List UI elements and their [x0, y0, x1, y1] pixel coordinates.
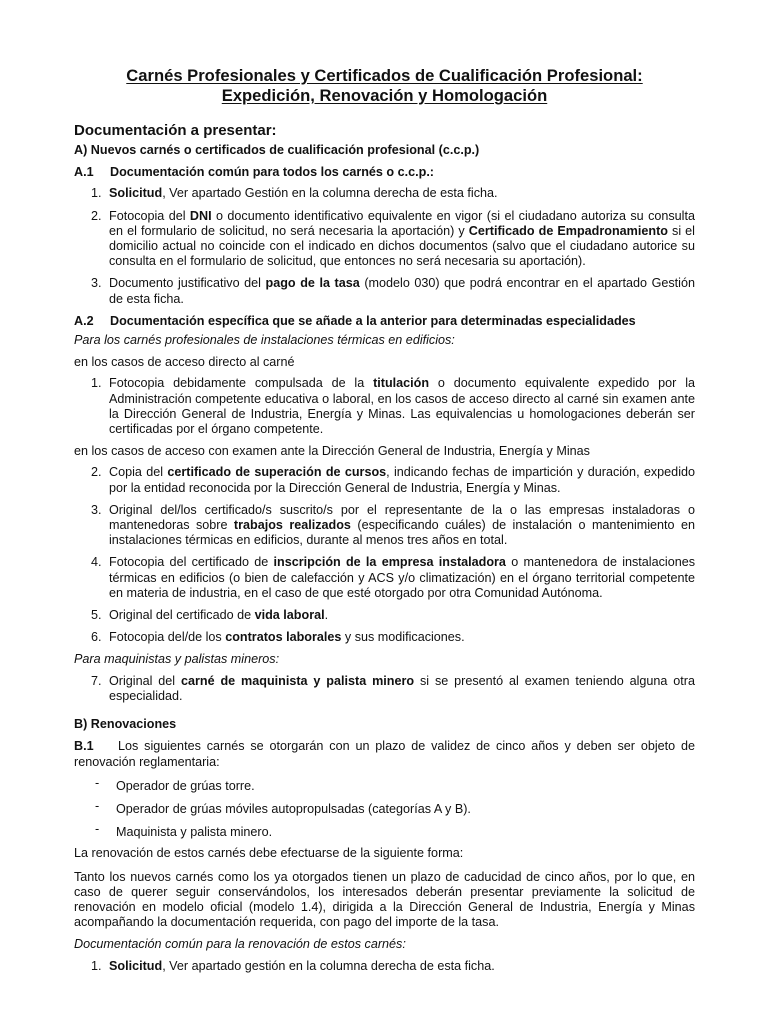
a2-case-direct: en los casos de acceso directo al carné	[74, 355, 295, 370]
text-run: , Ver apartado Gestión en la columna derecha de esta ficha.	[162, 186, 498, 201]
item-text	[109, 630, 695, 645]
renewal-procedure: La renovación de estos carnés debe efectuarse de la siguiente forma:	[74, 846, 464, 861]
text-run: o documento identificativo equivalente en vigor (si el ciudadano autoriza su consulta en el formulario de solicitud, no será necesaria la aportación) y	[109, 208, 695, 238]
text-run: si se presentó al examen teniendo alguna otra especialidad.	[109, 673, 696, 703]
item-number: 6.	[91, 630, 102, 645]
list-item	[91, 608, 695, 623]
text-run: Original del/los certificado/s suscrito/s por el representante de la o las empresas instaladoras o mantenedoras sobre	[109, 502, 695, 533]
a2-intro-miners: Para maquinistas y palistas mineros:	[74, 652, 280, 667]
list-item	[91, 276, 695, 306]
text-run: , indicando fechas de impartición y duración, expedido por la entidad reconocida por la Dirección General de Industria, Energía y Minas.	[109, 465, 695, 495]
list-item-text: Maquinista y palista minero.	[116, 825, 273, 840]
item-text	[109, 465, 695, 495]
renewal-license-list	[74, 775, 695, 841]
list-item	[91, 674, 695, 704]
text-run: y sus modificaciones.	[341, 630, 465, 645]
dash-bullet: -	[95, 822, 100, 837]
item-number: 1.	[91, 376, 102, 391]
bold-term: pago de la tasa	[265, 276, 360, 291]
dash-bullet: -	[95, 798, 100, 813]
bold-term: trabajos realizados	[233, 518, 351, 533]
text-run: , Ver apartado gestión en la columna derecha de esta ficha.	[162, 958, 495, 973]
bold-term: DNI	[189, 208, 212, 223]
text-run: Original del	[109, 673, 181, 688]
list-item	[91, 186, 695, 201]
item-number: 2.	[91, 208, 102, 223]
renewal-common-docs: Documentación común para la renovación de estos carnés:	[74, 937, 406, 952]
text-run: Copia del	[109, 465, 168, 480]
text-run: o mantenedora de instalaciones térmicas en edificios (o bien de calefacción y ACS y/o climatización) en el órgano territorial competente en materia de industria, en el caso de que esté otorgado por otra Comunidad Autónoma.	[109, 555, 696, 600]
document-title	[74, 66, 695, 106]
item-number: 1.	[91, 186, 102, 201]
bold-term: Solicitud	[109, 958, 163, 973]
text-run: Fotocopia debidamente compulsada de la	[109, 376, 374, 391]
documentation-heading: Documentación a presentar:	[74, 122, 277, 139]
bold-term: carné de maquinista y palista minero	[180, 673, 415, 688]
item-number: 3.	[91, 502, 102, 517]
text-run: .	[324, 608, 329, 623]
list-item	[91, 376, 695, 437]
bold-term: Certificado de Empadronamiento	[468, 223, 668, 238]
text-run: Fotocopia del/de los	[109, 630, 226, 645]
text-run: Fotocopia del	[109, 208, 190, 223]
bold-term: inscripción de la empresa instaladora	[273, 555, 506, 570]
renewal-docs-list	[74, 959, 695, 974]
bold-term: vida laboral	[254, 608, 325, 623]
text-run: o documento equivalente expedido por la Administración competente educativa o laboral, en los casos de acceso directo al carné sin examen ante la Dirección General de Industria, Energía y Minas. Las equivalencias u homologaciones deberán ser certificadas por el órgano competente.	[109, 376, 695, 437]
item-text	[109, 209, 695, 270]
a2-list-exam	[74, 465, 695, 645]
list-item	[91, 209, 695, 270]
text-run: (modelo 030) que podrá encontrar en el apartado Gestión de esta ficha.	[109, 276, 695, 306]
list-item-text: Operador de grúas torre.	[116, 778, 255, 793]
item-number: 7.	[91, 673, 102, 688]
item-text	[109, 608, 695, 623]
section-number: A.1	[74, 165, 94, 180]
a2-list-miners	[74, 674, 695, 704]
item-text	[109, 376, 695, 437]
title-line-1: Carnés Profesionales y Certificados de Cualificación Profesional:	[126, 66, 643, 85]
list-item	[91, 630, 695, 645]
list-item	[91, 555, 695, 601]
list-item	[91, 503, 695, 549]
section-b-heading: B) Renovaciones	[74, 717, 177, 732]
item-number: 3.	[91, 276, 102, 291]
item-text	[109, 555, 695, 601]
a2-intro: Para los carnés profesionales de instalaciones térmicas en edificios:	[74, 333, 455, 348]
section-a2-heading	[74, 314, 695, 329]
section-number: A.2	[74, 313, 94, 328]
section-label: Documentación específica que se añade a la anterior para determinadas especialidades	[110, 313, 636, 328]
item-number: 2.	[91, 465, 102, 480]
item-text	[109, 674, 695, 704]
list-item	[91, 465, 695, 495]
text-run: Fotocopia del certificado de	[109, 555, 274, 570]
list-item	[95, 822, 695, 840]
section-label: Documentación común para todos los carnés o c.c.p.:	[110, 165, 435, 180]
text-run: (especificando cuáles) de instalación o mantenimiento en instalaciones térmicas en edificios, durante al menos tres años en total.	[109, 518, 695, 548]
bold-term: Solicitud	[109, 186, 163, 201]
dash-bullet: -	[95, 775, 100, 790]
a2-list-direct	[74, 376, 695, 437]
item-text	[109, 186, 695, 201]
item-text	[109, 959, 695, 974]
bold-term: titulación	[373, 376, 430, 391]
item-text	[109, 276, 695, 306]
list-item-text: Operador de grúas móviles autopropulsadas (categorías A y B).	[116, 801, 471, 816]
a1-list	[74, 186, 695, 306]
a2-case-exam: en los casos de acceso con examen ante la Dirección General de Industria, Energía y Minas	[74, 444, 590, 459]
title-line-2: Expedición, Renovación y Homologación	[221, 86, 548, 105]
bold-term: contratos laborales	[225, 630, 342, 645]
section-a-heading: A) Nuevos carnés o certificados de cualificación profesional (c.c.p.)	[74, 143, 480, 157]
bold-term: certificado de superación de cursos	[167, 465, 387, 480]
item-text	[109, 503, 695, 549]
section-b1-paragraph	[74, 739, 695, 769]
section-a1-heading	[74, 165, 695, 180]
text-run: Documento justificativo del	[109, 276, 266, 291]
renewal-description: Tanto los nuevos carnés como los ya otorgados tienen un plazo de caducidad de cinco años, por lo que, en caso de querer seguir conservándolos, los interesados deberán presentar previamente la solicitud de renovación en modelo oficial (modelo 1.4), dirigida a la Dirección General de Industria, Energía y Minas acompañando la documentación requerida, con pago del importe de la tasa.	[74, 869, 695, 930]
text-run: Original del certificado de	[109, 608, 255, 623]
list-item	[95, 798, 695, 817]
b1-text: Los siguientes carnés se otorgarán con un plazo de validez de cinco años y deben ser objeto de renovación reglamentaria:	[74, 739, 695, 769]
item-number: 5.	[91, 608, 102, 623]
item-number: 4.	[91, 555, 102, 570]
list-item	[91, 959, 695, 974]
text-run: si el domicilio actual no coincide con el indicado en dichos documentos (salvo que el ciudadano autorice su consulta en el formulario de solicitud, que entonces no será necesaria su aportación).	[109, 223, 695, 269]
list-item	[95, 775, 695, 794]
section-number: B.1	[74, 739, 94, 754]
item-number: 1.	[91, 958, 102, 973]
